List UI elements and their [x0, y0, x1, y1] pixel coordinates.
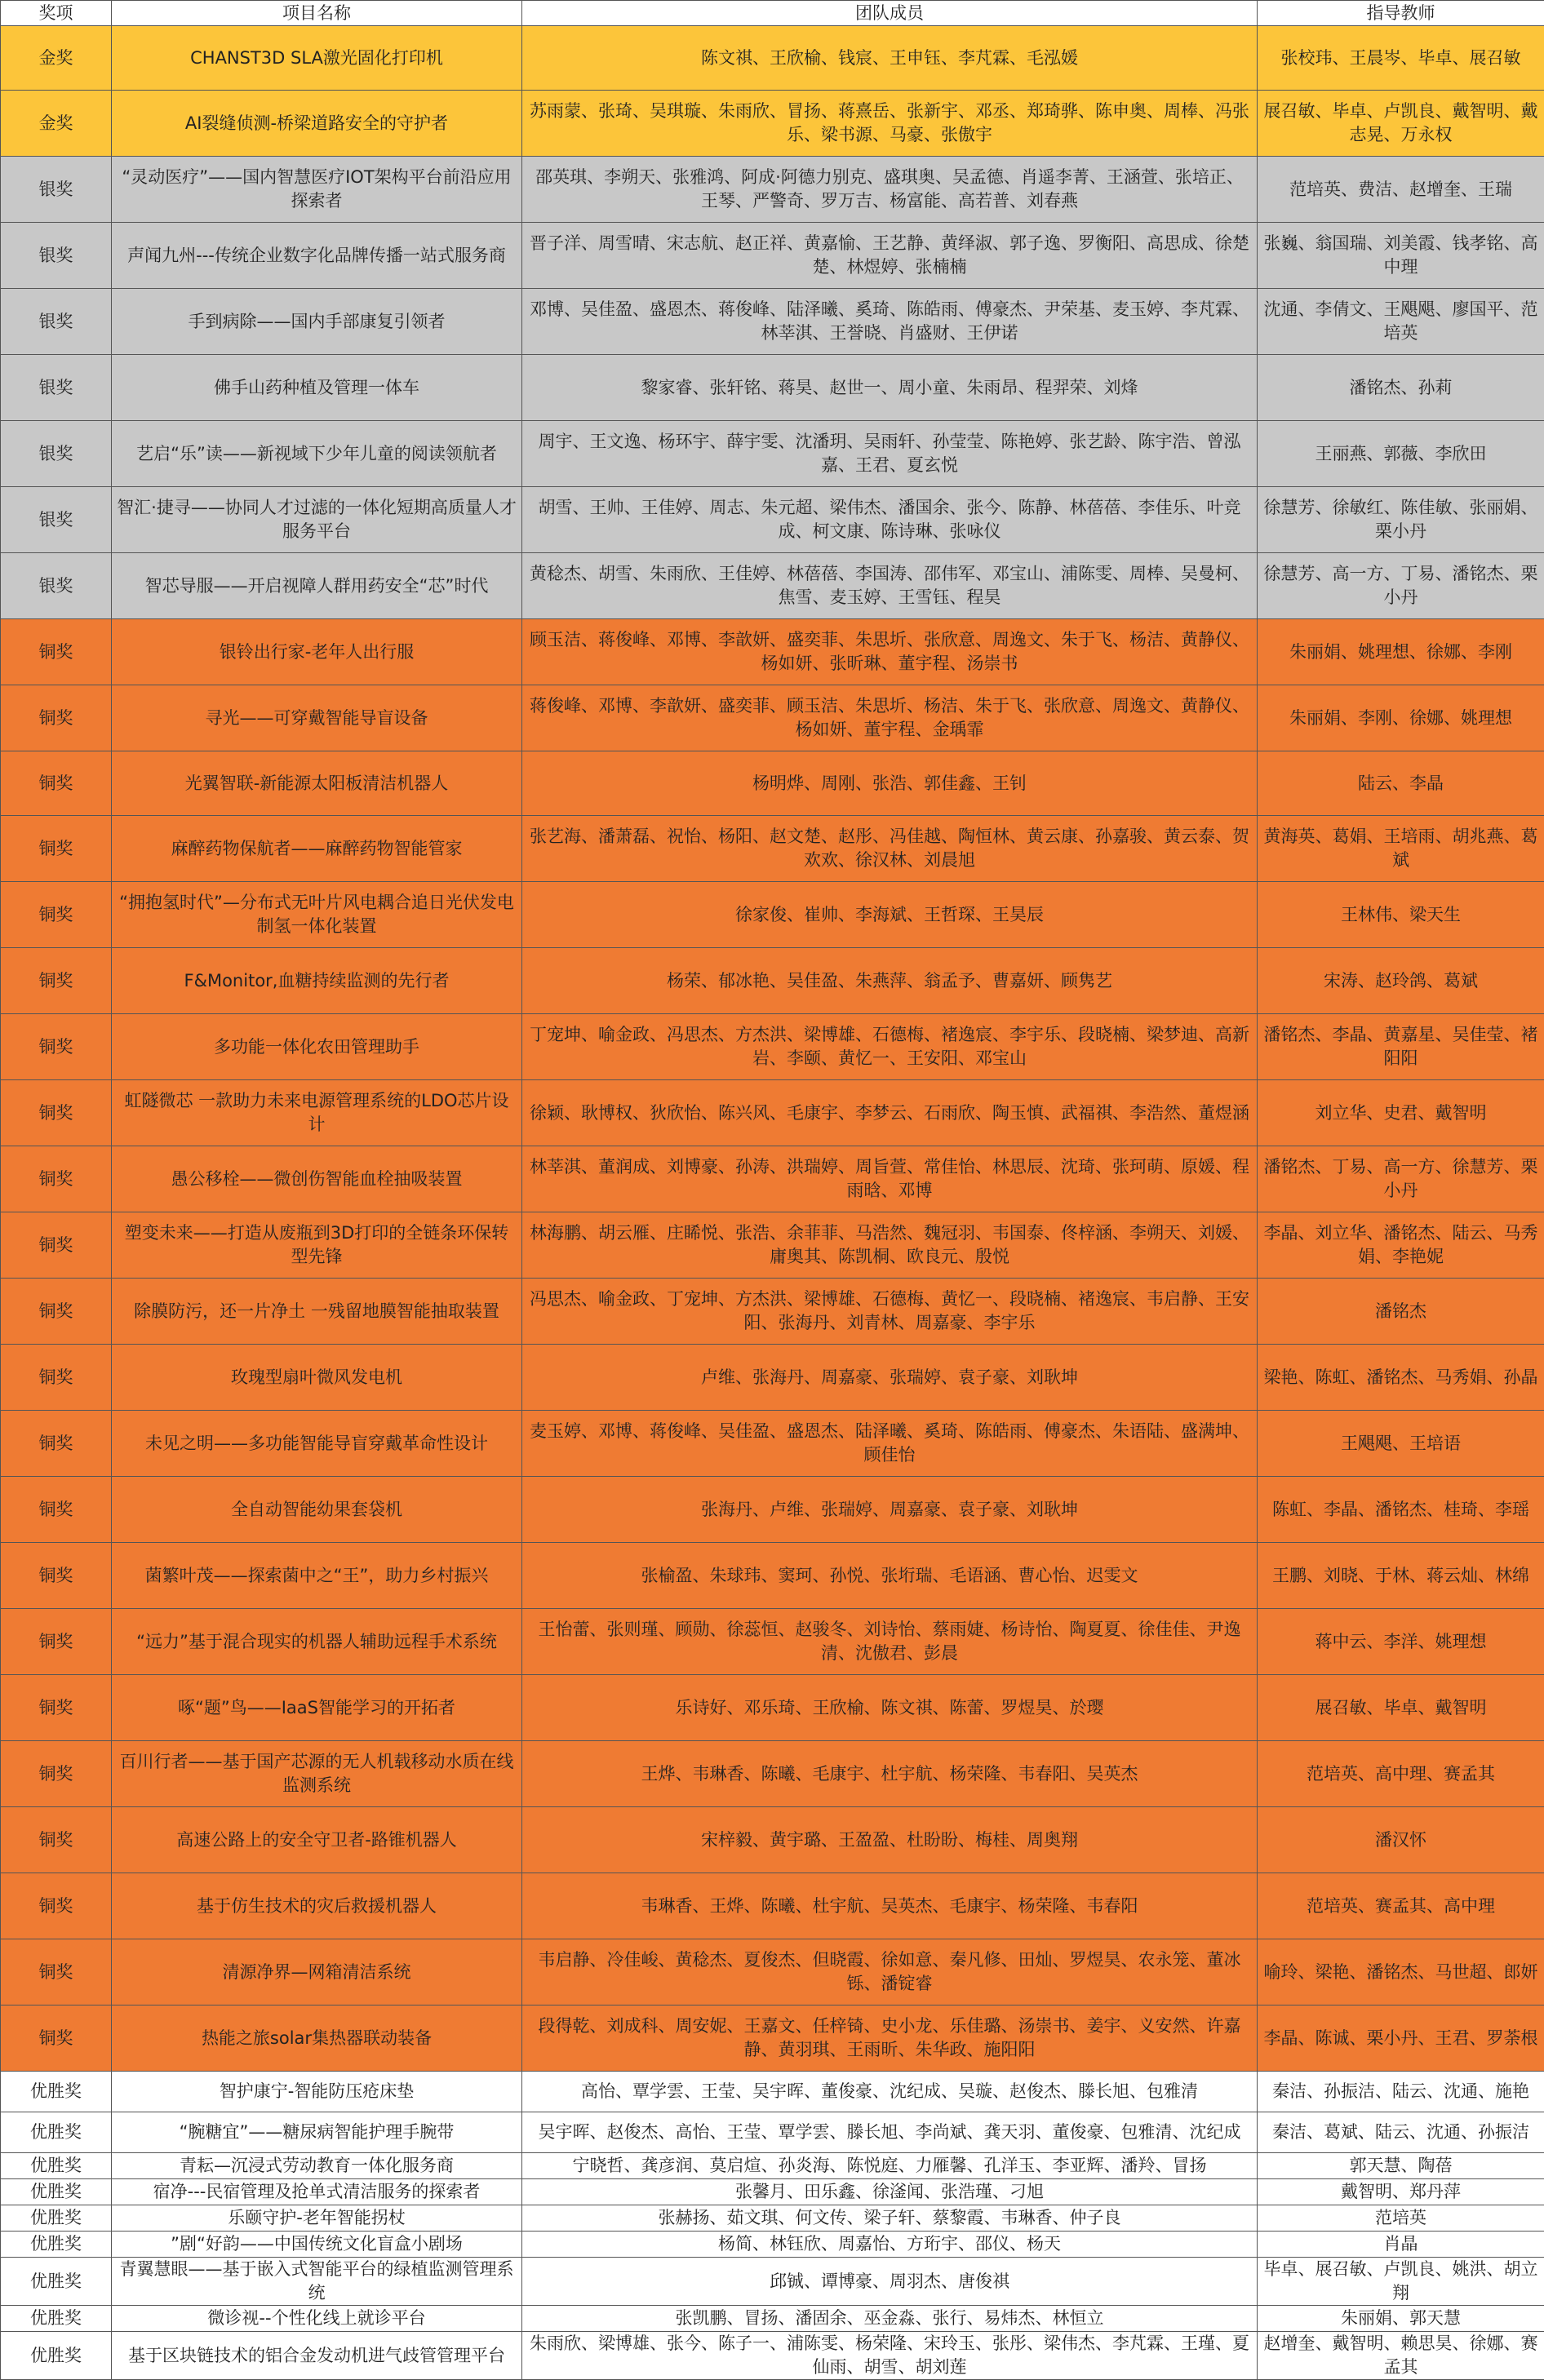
members-cell: 胡雪、王帅、王佳婷、周志、朱元超、梁伟杰、潘国余、张今、陈静、林蓓蓓、李佳乐、叶竞成、柯文康、陈诗琳、张咏仪: [522, 487, 1258, 553]
teachers-cell: 徐慧芳、徐敏红、陈佳敏、张丽娟、栗小丹: [1258, 487, 1544, 553]
project-cell: 清源净界—网箱清洁系统: [112, 1939, 522, 2005]
members-cell: 苏雨蒙、张琦、吴琪璇、朱雨欣、冒扬、蒋熹岳、张新宇、邓丞、郑琦骅、陈申奥、周棒、冯张乐、梁书源、马豪、张傲宇: [522, 91, 1258, 157]
teachers-cell: 秦洁、葛斌、陆云、沈通、孙振洁: [1258, 2112, 1544, 2153]
award-cell: 优胜奖: [1, 2112, 112, 2153]
members-cell: 张榆盈、朱球玮、窦珂、孙悦、张垳瑞、毛语涵、曹心怡、迟雯文: [522, 1543, 1258, 1609]
members-cell: 徐颖、耿博权、狄欣怡、陈兴风、毛康宇、李梦云、石雨欣、陶玉慎、武福祺、李浩然、董煜涵: [522, 1080, 1258, 1146]
table-row: [1, 1741, 1544, 1807]
project-cell: 全自动智能幼果套袋机: [112, 1477, 522, 1543]
table-row: [1, 619, 1544, 685]
project-cell: 青耘—沉浸式劳动教育一体化服务商: [112, 2153, 522, 2179]
project-cell: 智芯导服——开启视障人群用药安全“芯”时代: [112, 553, 522, 619]
project-cell: 啄“题”鸟——IaaS智能学习的开拓者: [112, 1675, 522, 1741]
table-row: [1, 223, 1544, 289]
members-cell: 林海鹏、胡云雁、庄睎悦、张浩、余菲菲、马浩然、魏冠羽、韦国泰、佟梓涵、李朔天、刘媛、庸奥其、陈凯桐、欧良元、殷悦: [522, 1212, 1258, 1279]
members-cell: 丁宠坤、喻金政、冯思杰、方杰洪、梁博雄、石德梅、褚逸宸、李宇乐、段晓楠、梁梦迪、高新岩、李颐、黄忆一、王安阳、邓宝山: [522, 1014, 1258, 1080]
members-cell: 晋子洋、周雪晴、宋志航、赵正祥、黄嘉愉、王艺静、黄绎淑、郭子逸、罗衡阳、高思成、徐楚楚、林煜婷、张楠楠: [522, 223, 1258, 289]
members-cell: 王怡蕾、张则瑾、顾勋、徐蕊恒、赵骏冬、刘诗怡、蔡雨婕、杨诗怡、陶夏夏、徐佳佳、尹逸清、沈傲君、彭晨: [522, 1609, 1258, 1675]
table-row: [1, 553, 1544, 619]
members-cell: 邱铖、谭博豪、周羽杰、唐俊祺: [522, 2258, 1258, 2306]
members-cell: 卢维、张海丹、周嘉豪、张瑞婷、袁子豪、刘耿坤: [522, 1345, 1258, 1411]
project-cell: 手到病除——国内手部康复引领者: [112, 289, 522, 355]
members-cell: 黄稔杰、胡雪、朱雨欣、王佳婷、林蓓蓓、李国涛、邵伟军、邓宝山、浦陈雯、周棒、吴曼柯、焦雪、麦玉婷、王雪钰、程昊: [522, 553, 1258, 619]
table-row: [1, 1939, 1544, 2005]
teachers-cell: 张巍、翁国瑞、刘美霞、钱孝铭、高中理: [1258, 223, 1544, 289]
project-cell: 愚公移栓——微创伤智能血栓抽吸装置: [112, 1146, 522, 1212]
teachers-cell: 喻玲、梁艳、潘铭杰、马世超、郎妍: [1258, 1939, 1544, 2005]
header-teachers: 指导教师: [1258, 1, 1544, 26]
award-cell: 铜奖: [1, 619, 112, 685]
teachers-cell: 展召敏、毕卓、戴智明: [1258, 1675, 1544, 1741]
award-cell: 优胜奖: [1, 2205, 112, 2232]
award-cell: 铜奖: [1, 1609, 112, 1675]
award-cell: 银奖: [1, 289, 112, 355]
teachers-cell: 陈虹、李晶、潘铭杰、桂琦、李瑶: [1258, 1477, 1544, 1543]
project-cell: 光翼智联-新能源太阳板清洁机器人: [112, 751, 522, 816]
award-cell: 铜奖: [1, 1741, 112, 1807]
award-cell: 铜奖: [1, 948, 112, 1014]
project-cell: “拥抱氢时代”—分布式无叶片风电耦合追日光伏发电制氢一体化装置: [112, 882, 522, 948]
teachers-cell: 潘铭杰、李晶、黄嘉星、吴佳莹、褚阳阳: [1258, 1014, 1544, 1080]
table-row: [1, 487, 1544, 553]
project-cell: 银铃出行家-老年人出行服: [112, 619, 522, 685]
award-cell: 优胜奖: [1, 2258, 112, 2306]
teachers-cell: 陆云、李晶: [1258, 751, 1544, 816]
award-cell: 铜奖: [1, 1212, 112, 1279]
table-row: [1, 1279, 1544, 1345]
award-cell: 铜奖: [1, 1675, 112, 1741]
award-cell: 优胜奖: [1, 2332, 112, 2380]
award-cell: 铜奖: [1, 816, 112, 882]
project-cell: 宿净---民宿管理及抢单式清洁服务的探索者: [112, 2179, 522, 2205]
teachers-cell: 潘铭杰、孙莉: [1258, 355, 1544, 421]
project-cell: 除膜防污，还一片净土 一残留地膜智能抽取装置: [112, 1279, 522, 1345]
project-cell: 未见之明——多功能智能导盲穿戴革命性设计: [112, 1411, 522, 1477]
table-row: [1, 751, 1544, 816]
award-cell: 铜奖: [1, 1807, 112, 1873]
table-row: [1, 2258, 1544, 2306]
teachers-cell: 潘汉怀: [1258, 1807, 1544, 1873]
members-cell: 张海丹、卢维、张瑞婷、周嘉豪、袁子豪、刘耿坤: [522, 1477, 1258, 1543]
project-cell: 虹隧微芯 一款助力未来电源管理系统的LDO芯片设计: [112, 1080, 522, 1146]
table-row: [1, 91, 1544, 157]
project-cell: 乐颐守护-老年智能拐杖: [112, 2205, 522, 2232]
teachers-cell: 张校玮、王晨岑、毕卓、展召敏: [1258, 26, 1544, 91]
teachers-cell: 秦洁、孙振洁、陆云、沈通、施艳: [1258, 2072, 1544, 2112]
award-cell: 优胜奖: [1, 2072, 112, 2112]
members-cell: 蒋俊峰、邓博、李歆妍、盛奕菲、顾玉洁、朱思圻、杨洁、朱于飞、张欣意、周逸文、黄静仪、杨如妍、董宇程、金瑀霏: [522, 685, 1258, 751]
teachers-cell: 沈通、李倩文、王飓飓、廖国平、范培英: [1258, 289, 1544, 355]
members-cell: 宁晓哲、龚彦润、莫启煊、孙炎海、陈悦庭、力雁馨、孔洋玉、李亚辉、潘羚、冒扬: [522, 2153, 1258, 2179]
members-cell: 邵英琪、李朔天、张雅鸿、阿成·阿德力别克、盛琪奥、吴孟德、肖遥李菁、王涵萱、张培正、王琴、严警奇、罗万吉、杨富能、高若普、刘春燕: [522, 157, 1258, 223]
teachers-cell: 蒋中云、李洋、姚理想: [1258, 1609, 1544, 1675]
teachers-cell: 毕卓、展召敏、卢凯良、姚洪、胡立翔: [1258, 2258, 1544, 2306]
table-row: [1, 26, 1544, 91]
members-cell: 张赫扬、茹文琪、何文传、梁子轩、蔡黎霞、韦琳香、仲子良: [522, 2205, 1258, 2232]
award-cell: 铜奖: [1, 1543, 112, 1609]
members-cell: 张凯鹏、冒扬、潘固余、巫金淼、张行、易炜杰、林恒立: [522, 2306, 1258, 2332]
members-cell: 乐诗好、邓乐琦、王欣榆、陈文祺、陈蕾、罗煜昊、於璎: [522, 1675, 1258, 1741]
members-cell: 张艺海、潘萧磊、祝怡、杨阳、赵文楚、赵彤、冯佳越、陶恒林、黄云康、孙嘉骏、黄云泰、贺欢欢、徐汉林、刘晨旭: [522, 816, 1258, 882]
members-cell: 吴宇晖、赵俊杰、高怡、王莹、覃学雲、滕长旭、李尚斌、龚天羽、董俊豪、包雅清、沈纪成: [522, 2112, 1258, 2153]
table-row: [1, 1807, 1544, 1873]
award-cell: 金奖: [1, 26, 112, 91]
teachers-cell: 潘铭杰、丁易、高一方、徐慧芳、栗小丹: [1258, 1146, 1544, 1212]
members-cell: 冯思杰、喻金政、丁宠坤、方杰洪、梁博雄、石德梅、黄忆一、段晓楠、褚逸宸、韦启静、王安阳、张海丹、刘青林、周嘉豪、李宇乐: [522, 1279, 1258, 1345]
table-row: [1, 2153, 1544, 2179]
project-cell: 艺启“乐”读——新视域下少年儿童的阅读领航者: [112, 421, 522, 487]
teachers-cell: 郭天慧、陶蓓: [1258, 2153, 1544, 2179]
award-cell: 银奖: [1, 487, 112, 553]
table-row: [1, 1543, 1544, 1609]
members-cell: 杨明烨、周刚、张浩、郭佳鑫、王钊: [522, 751, 1258, 816]
teachers-cell: 戴智明、郑丹萍: [1258, 2179, 1544, 2205]
project-cell: ”剧“好韵——中国传统文化盲盒小剧场: [112, 2232, 522, 2258]
award-cell: 铜奖: [1, 1873, 112, 1939]
table-row: [1, 1014, 1544, 1080]
table-row: [1, 1345, 1544, 1411]
award-cell: 铜奖: [1, 1939, 112, 2005]
members-cell: 韦启静、冷佳峻、黄稔杰、夏俊杰、但晓霞、徐如意、秦凡修、田灿、罗煜昊、农永笼、董冰铄、潘锭睿: [522, 1939, 1258, 2005]
teachers-cell: 朱丽娟、姚理想、徐娜、李刚: [1258, 619, 1544, 685]
project-cell: “腕糖宜”——糖尿病智能护理手腕带: [112, 2112, 522, 2153]
header-award: 奖项: [1, 1, 112, 26]
project-cell: AI裂缝侦测-桥梁道路安全的守护者: [112, 91, 522, 157]
project-cell: “远力”基于混合现实的机器人辅助远程手术系统: [112, 1609, 522, 1675]
award-cell: 铜奖: [1, 1146, 112, 1212]
award-cell: 优胜奖: [1, 2153, 112, 2179]
members-cell: 邓博、吴佳盈、盛恩杰、蒋俊峰、陆泽曦、奚琦、陈皓雨、傅豪杰、尹荣基、麦玉婷、李芃霖、林莘淇、王誉晓、肖盛财、王伊诺: [522, 289, 1258, 355]
table-row: [1, 289, 1544, 355]
table-row: [1, 2072, 1544, 2112]
table-row: [1, 1609, 1544, 1675]
members-cell: 朱雨欣、梁博雄、张今、陈子一、浦陈雯、杨荣隆、宋玲玉、张彤、梁伟杰、李芃霖、王瑾、夏仙雨、胡雪、胡刘莲: [522, 2332, 1258, 2380]
members-cell: 麦玉婷、邓博、蒋俊峰、吴佳盈、盛恩杰、陆泽曦、奚琦、陈皓雨、傅豪杰、朱语陆、盛满坤、顾佳怡: [522, 1411, 1258, 1477]
header-members: 团队成员: [522, 1, 1258, 26]
table-row: [1, 2205, 1544, 2232]
project-cell: 基于仿生技术的灾后救援机器人: [112, 1873, 522, 1939]
teachers-cell: 梁艳、陈虹、潘铭杰、马秀娟、孙晶: [1258, 1345, 1544, 1411]
teachers-cell: 李晶、陈诚、栗小丹、王君、罗荼根: [1258, 2005, 1544, 2072]
teachers-cell: 黄海英、葛娟、王培雨、胡兆燕、葛斌: [1258, 816, 1544, 882]
table-row: [1, 2179, 1544, 2205]
teachers-cell: 范培英、费洁、赵增奎、王瑞: [1258, 157, 1544, 223]
teachers-cell: 王鹏、刘晓、于林、蒋云灿、林绵: [1258, 1543, 1544, 1609]
award-cell: 银奖: [1, 421, 112, 487]
project-cell: 智汇·捷寻——协同人才过滤的一体化短期高质量人才服务平台: [112, 487, 522, 553]
project-cell: “灵动医疗”——国内智慧医疗IOT架构平台前沿应用探索者: [112, 157, 522, 223]
award-cell: 铜奖: [1, 1477, 112, 1543]
project-cell: 百川行者——基于国产芯源的无人机载移动水质在线监测系统: [112, 1741, 522, 1807]
project-cell: 麻醉药物保航者——麻醉药物智能管家: [112, 816, 522, 882]
project-cell: 菌繁叶茂——探索菌中之“王”，助力乡村振兴: [112, 1543, 522, 1609]
header-row: [1, 1, 1544, 26]
table-row: [1, 421, 1544, 487]
table-row: [1, 816, 1544, 882]
teachers-cell: 王丽燕、郭薇、李欣田: [1258, 421, 1544, 487]
table-row: [1, 1080, 1544, 1146]
members-cell: 张馨月、田乐鑫、徐滏闻、张浩瑾、刁旭: [522, 2179, 1258, 2205]
award-cell: 优胜奖: [1, 2179, 112, 2205]
table-row: [1, 157, 1544, 223]
project-cell: 青翼慧眼——基于嵌入式智能平台的绿植监测管理系统: [112, 2258, 522, 2306]
award-cell: 铜奖: [1, 1411, 112, 1477]
award-cell: 优胜奖: [1, 2306, 112, 2332]
teachers-cell: 李晶、刘立华、潘铭杰、陆云、马秀娟、李艳妮: [1258, 1212, 1544, 1279]
project-cell: 热能之旅solar集热器联动装备: [112, 2005, 522, 2072]
members-cell: 林莘淇、董润成、刘博豪、孙涛、洪瑞婷、周旨萱、常佳怡、林思辰、沈琦、张珂萌、原媛、程雨晗、邓博: [522, 1146, 1258, 1212]
teachers-cell: 徐慧芳、高一方、丁易、潘铭杰、栗小丹: [1258, 553, 1544, 619]
members-cell: 陈文祺、王欣榆、钱宸、王申钰、李芃霖、毛泓媛: [522, 26, 1258, 91]
award-cell: 铜奖: [1, 685, 112, 751]
table-row: [1, 2232, 1544, 2258]
teachers-cell: 肖晶: [1258, 2232, 1544, 2258]
award-cell: 铜奖: [1, 1279, 112, 1345]
table-row: [1, 1675, 1544, 1741]
award-cell: 铜奖: [1, 1345, 112, 1411]
teachers-cell: 展召敏、毕卓、卢凯良、戴智明、戴志晃、万永权: [1258, 91, 1544, 157]
award-cell: 优胜奖: [1, 2232, 112, 2258]
table-row: [1, 1212, 1544, 1279]
teachers-cell: 潘铭杰: [1258, 1279, 1544, 1345]
award-cell: 金奖: [1, 91, 112, 157]
members-cell: 韦琳香、王烨、陈曦、杜宇航、吴英杰、毛康宇、杨荣隆、韦春阳: [522, 1873, 1258, 1939]
project-cell: 佛手山药种植及管理一体车: [112, 355, 522, 421]
award-cell: 铜奖: [1, 1080, 112, 1146]
members-cell: 宋梓毅、黄宇璐、王盈盈、杜盼盼、梅桂、周奥翔: [522, 1807, 1258, 1873]
teachers-cell: 朱丽娟、李刚、徐娜、姚理想: [1258, 685, 1544, 751]
table-row: [1, 948, 1544, 1014]
members-cell: 顾玉洁、蒋俊峰、邓博、李歆妍、盛奕菲、朱思圻、张欣意、周逸文、朱于飞、杨洁、黄静仪、杨如妍、张昕琳、董宇程、汤崇书: [522, 619, 1258, 685]
table-row: [1, 2306, 1544, 2332]
award-cell: 银奖: [1, 553, 112, 619]
table-row: [1, 1411, 1544, 1477]
project-cell: 高速公路上的安全守卫者-路锥机器人: [112, 1807, 522, 1873]
table-row: [1, 2112, 1544, 2153]
table-row: [1, 685, 1544, 751]
table-row: [1, 1873, 1544, 1939]
award-cell: 铜奖: [1, 882, 112, 948]
table-body: [1, 26, 1544, 2380]
project-cell: CHANST3D SLA激光固化打印机: [112, 26, 522, 91]
teachers-cell: 范培英、高中理、赛孟其: [1258, 1741, 1544, 1807]
table-row: [1, 2005, 1544, 2072]
teachers-cell: 朱丽娟、郭天慧: [1258, 2306, 1544, 2332]
table-row: [1, 1146, 1544, 1212]
award-cell: 银奖: [1, 157, 112, 223]
members-cell: 徐家俊、崔帅、李海斌、王哲琛、王昊辰: [522, 882, 1258, 948]
teachers-cell: 范培英、赛孟其、高中理: [1258, 1873, 1544, 1939]
project-cell: 智护康宁-智能防压疮床垫: [112, 2072, 522, 2112]
project-cell: 塑变未来——打造从废瓶到3D打印的全链条环保转型先锋: [112, 1212, 522, 1279]
project-cell: 寻光——可穿戴智能导盲设备: [112, 685, 522, 751]
project-cell: 基于区块链技术的铝合金发动机进气歧管管理平台: [112, 2332, 522, 2380]
award-cell: 铜奖: [1, 1014, 112, 1080]
members-cell: 王烨、韦琳香、陈曦、毛康宇、杜宇航、杨荣隆、韦春阳、吴英杰: [522, 1741, 1258, 1807]
table-row: [1, 355, 1544, 421]
project-cell: 多功能一体化农田管理助手: [112, 1014, 522, 1080]
members-cell: 杨简、林钰欣、周嘉怡、方珩宇、邵仪、杨天: [522, 2232, 1258, 2258]
project-cell: 玫瑰型扇叶微风发电机: [112, 1345, 522, 1411]
award-cell: 银奖: [1, 223, 112, 289]
teachers-cell: 王林伟、梁天生: [1258, 882, 1544, 948]
award-cell: 铜奖: [1, 2005, 112, 2072]
members-cell: 段得乾、刘成科、周安妮、王嘉文、任梓锜、史小龙、乐佳璐、汤崇书、姜宇、义安然、许嘉静、黄羽琪、王雨昕、朱华政、施阳阳: [522, 2005, 1258, 2072]
project-cell: 声闻九州---传统企业数字化品牌传播一站式服务商: [112, 223, 522, 289]
members-cell: 高怡、覃学雲、王莹、吴宇晖、董俊豪、沈纪成、吴璇、赵俊杰、滕长旭、包雅清: [522, 2072, 1258, 2112]
header-project: 项目名称: [112, 1, 522, 26]
project-cell: F&Monitor,血糖持续监测的先行者: [112, 948, 522, 1014]
teachers-cell: 王飓飓、王培语: [1258, 1411, 1544, 1477]
teachers-cell: 赵增奎、戴智明、赖思昊、徐娜、赛孟其: [1258, 2332, 1544, 2380]
project-cell: 微诊视--个性化线上就诊平台: [112, 2306, 522, 2332]
award-cell: 银奖: [1, 355, 112, 421]
members-cell: 周宇、王文逸、杨环宇、薛宇雯、沈潘玥、吴雨轩、孙莹莹、陈艳婷、张艺龄、陈宇浩、曾泓嘉、王君、夏玄悦: [522, 421, 1258, 487]
teachers-cell: 刘立华、史君、戴智明: [1258, 1080, 1544, 1146]
table-row: [1, 1477, 1544, 1543]
members-cell: 杨荣、郁冰艳、吴佳盈、朱燕萍、翁孟予、曹嘉妍、顾隽艺: [522, 948, 1258, 1014]
table-row: [1, 882, 1544, 948]
teachers-cell: 宋涛、赵玲鸽、葛斌: [1258, 948, 1544, 1014]
award-cell: 铜奖: [1, 751, 112, 816]
members-cell: 黎家睿、张轩铭、蒋昊、赵世一、周小童、朱雨昂、程羿荣、刘烽: [522, 355, 1258, 421]
teachers-cell: 范培英: [1258, 2205, 1544, 2232]
